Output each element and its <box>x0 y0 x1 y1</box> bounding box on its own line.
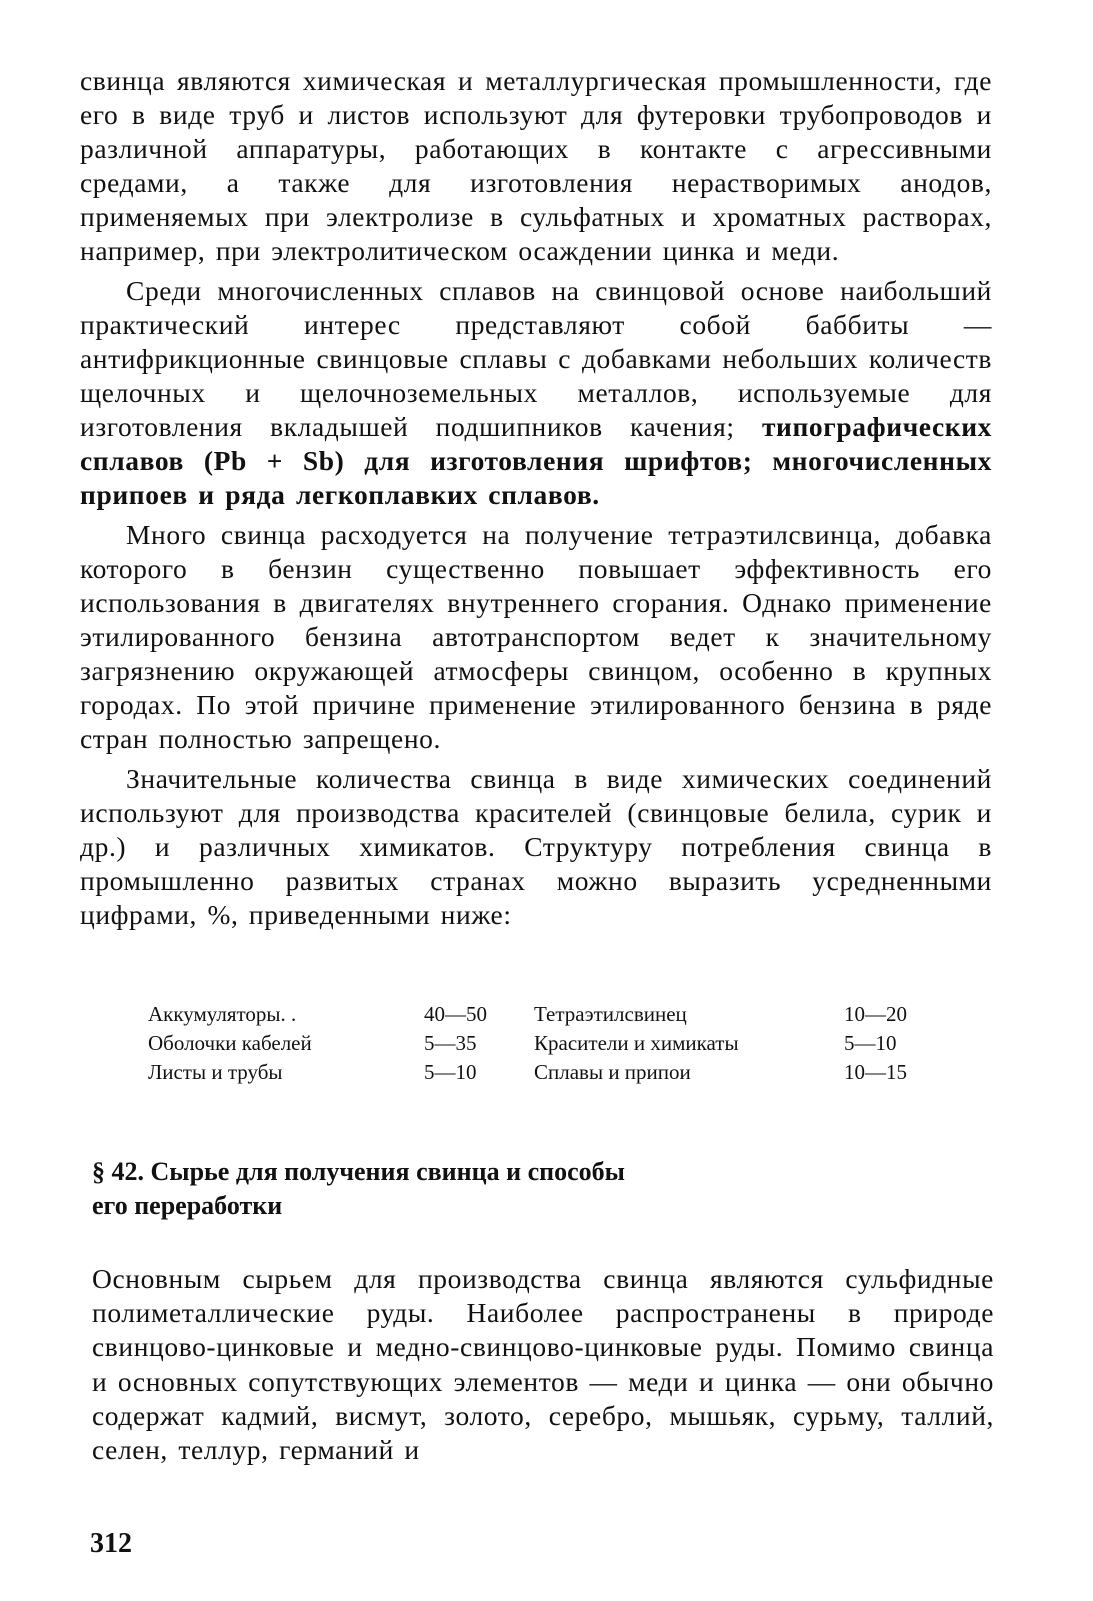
paragraph-2-bold-text: типографических сплавов (Pb + Sb) для изготовления шрифтов; многочисленных припоев и ряда легкоплавких сплавов. <box>80 411 992 510</box>
table-cell-use: Аккумуляторы. . <box>148 1002 297 1026</box>
paragraph-3: Много свинца расходуется на получение тетраэтилсвинца, добавка которого в бензин существенно повышает эффективность его использования в двигателях внутреннего сгорания. Однако применение этилированного бензина автотранспортом ведет к значительному загрязнению окружающей атмосферы свинцом, особенно в крупных городах. По этой причине применение этилированного бензина в ряде стран полностью запрещено. <box>80 519 992 754</box>
consumption-table <box>148 1000 924 1087</box>
consumption-table-wrap <box>148 1000 928 1087</box>
consumption-table-body <box>148 1000 924 1087</box>
table-cell-percent: 5—35 <box>424 1031 477 1055</box>
table-cell-use: Сплавы и припои <box>534 1060 691 1084</box>
table-row <box>148 1058 924 1087</box>
table-cell-use: Оболочки кабелей <box>148 1031 312 1055</box>
paragraph-2 <box>80 274 992 512</box>
paragraph-4: Значительные количества свинца в виде химических соединений используют для производства красителей (свинцовые белила, сурик и др.) и различных химикатов. Структуру потребления свинца в промышленно развитых странах можно выразить усредненными цифрами, %, приведенными ниже: <box>80 763 992 930</box>
table-cell-use: Тетраэтилсвинец <box>534 1002 687 1026</box>
table-cell-use: Красители и химикаты <box>534 1031 739 1055</box>
section-heading-line-2: его переработки <box>92 1191 283 1220</box>
table-cell-percent: 10—20 <box>844 1002 907 1026</box>
table-cell-percent: 5—10 <box>424 1060 477 1084</box>
page-number: 312 <box>90 1528 132 1559</box>
page-body <box>80 64 992 932</box>
paragraph-1: свинца являются химическая и металлургическая промышленности, где его в виде труб и листов используют для футеровки трубопроводов и различной аппаратуры, работающих в контакте с агрессивными средами, а также для изготовления нерастворимых анодов, применяемых при электролизе в сульфатных и хроматных растворах, например, при электролитическом осаждении цинка и меди. <box>80 65 992 266</box>
section-heading <box>92 1155 812 1223</box>
section-heading-line-1: § 42. Сырье для получения свинца и способы <box>92 1157 625 1186</box>
table-row <box>148 1029 924 1058</box>
table-cell-use: Листы и трубы <box>148 1060 283 1084</box>
table-cell-percent: 5—10 <box>844 1031 897 1055</box>
table-row <box>148 1000 924 1029</box>
paragraph-2-text: Среди многочисленных сплавов на свинцовой основе наибольший практический интерес представляют собой баббиты — антифрикционные свинцовые сплавы с добавками небольших количеств щелочных и щелочноземельных металлов, используемые для изготовления вкладышей подшипников качения; <box>80 275 992 442</box>
table-cell-percent: 40—50 <box>424 1002 487 1026</box>
section-body-paragraph: Основным сырьем для производства свинца являются сульфидные полиметаллические руды. Наиболее распространены в природе свинцово-цинковые и медно-свинцово-цинковые руды. Помимо свинца и основных сопутствующих элементов — меди и цинка — они обычно содержат кадмий, висмут, золото, серебро, мышьяк, сурьму, таллий, селен, теллур, германий и <box>92 1263 994 1466</box>
table-cell-percent: 10—15 <box>844 1060 907 1084</box>
